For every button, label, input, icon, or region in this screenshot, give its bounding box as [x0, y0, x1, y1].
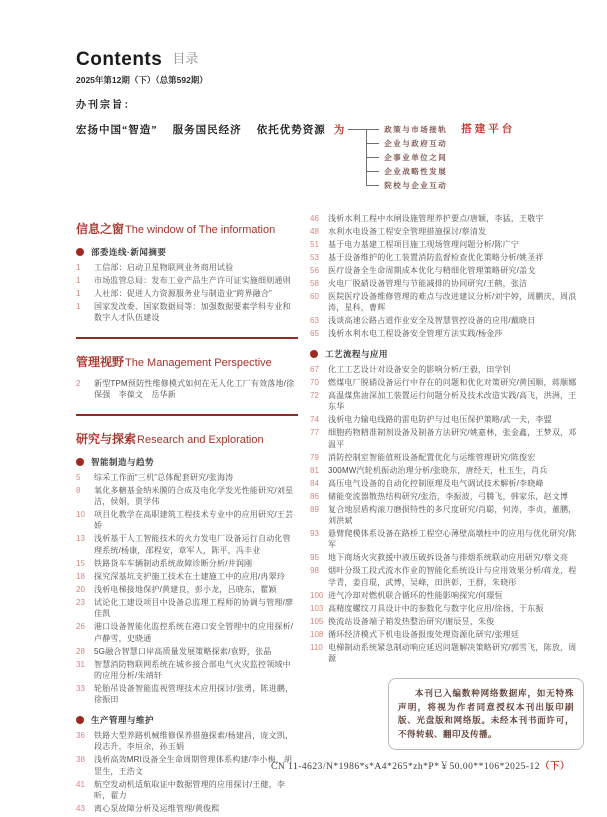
section-title-zh: 管理视野	[76, 354, 125, 369]
toc-entry-title: 智慧消防物联网系统在城乡接合部电气火灾监控领域中的应用分析/朱靖轩	[94, 659, 291, 681]
toc-entry-title: 300MW汽轮机振动治理分析/张晓东，唐经天，杜玉生，肖兵	[328, 465, 548, 475]
toc-entry-title: 项目化教学在高职建筑工程技术专业中的应用研究/王芸娇	[94, 510, 294, 531]
toc-entry-title: 轮胎吊设备智能监视管理技术应用探讨/张勇，陈进鹏，徐振田	[94, 684, 294, 705]
toc-entry	[310, 226, 578, 237]
toc-entry	[310, 504, 578, 527]
group-label: 部委连线·新闻摘要	[91, 247, 167, 257]
toc-entry-title: 浅析电梯接地保护/黄建良，彭小龙，吕晓东，瞿颖	[94, 584, 277, 594]
toc-entry-title: 探究深基坑支护施工技术在土建施工中的应用/冉翠玲	[94, 571, 286, 581]
toc-entry-page-number: 63	[310, 316, 319, 326]
toc-entry	[310, 315, 578, 326]
toc-entry-title: 高温煤焦油深加工装置运行问题分析及技术改造实践/高飞，洪洲，王东华	[328, 390, 577, 412]
toc-entry-title: 离心泵故障分析及运维管理/黄俊熙	[94, 804, 220, 814]
toc-entry-title: 消防控制室智能值班设备配置优化与运维管理研究/陈俊宏	[328, 452, 536, 462]
toc-entry-title: 5G融合智慧口岸高质量发展策略探索/袁野，张晶	[94, 646, 272, 656]
motto-for-char: 为	[333, 125, 345, 136]
toc-entry-page-number: 103	[310, 603, 324, 613]
toc-entry-title: 换流站设备端子箱发热整治研究/谢辰昱，朱俊	[328, 616, 495, 626]
toc-entry	[76, 558, 298, 569]
section-divider-line	[76, 337, 298, 339]
toc-entry-page-number: 8	[76, 485, 81, 495]
group-header	[310, 348, 578, 360]
toc-entry-page-number: 77	[310, 428, 319, 438]
toc-entry-page-number: 89	[310, 504, 319, 514]
bracket-item-label: 企业战略性发展	[384, 166, 448, 176]
toc-entry	[310, 390, 578, 413]
toc-entry	[76, 378, 298, 401]
toc-entry	[76, 262, 298, 273]
toc-entry	[76, 275, 298, 286]
toc-entry	[76, 571, 298, 582]
toc-entry-page-number: 18	[76, 571, 85, 581]
section-header	[76, 430, 298, 448]
toc-entry-title: 综采工作面“三机”总体配套研究/张海涛	[94, 472, 234, 482]
toc-entry	[310, 629, 578, 640]
toc-entry	[76, 597, 298, 620]
bullet-icon	[76, 248, 84, 256]
toc-entry	[76, 730, 298, 753]
toc-entry-title: 地下商场火灾救援中液压破拆设备与排烟系统联动应用研究/蔡文亮	[328, 553, 569, 563]
issue-line: 2025年第12期（下）（总第592期）	[76, 75, 208, 85]
toc-entry-page-number: 33	[76, 684, 85, 694]
toc-entry	[76, 779, 298, 802]
toc-entry-page-number: 48	[310, 227, 319, 236]
bracket-tick-line	[366, 171, 379, 172]
toc-entry	[310, 377, 578, 388]
toc-entry	[76, 803, 298, 814]
section-title-en: The Management Perspective	[125, 356, 272, 369]
toc-entry-page-number: 58	[310, 279, 319, 288]
issn-footer-line	[0, 758, 570, 772]
issn-footer-suffix: （下）	[539, 762, 570, 772]
toc-entry-title: 市场监管总局：发布工业产品生产许可证实施细则通则	[94, 276, 291, 285]
toc-entry-title: 氧化多糖基金纳米膜的合成及电化学发光性能研究/刘星洁，侯娟，贾学伟	[94, 485, 294, 507]
toc-entry	[310, 452, 578, 463]
toc-entry	[310, 291, 578, 314]
toc-entry-title: 浅谈高速公路占道作业安全及智慧管控设备的应用/戴晓日	[328, 316, 536, 326]
toc-entry-page-number: 93	[310, 529, 319, 539]
toc-entry	[76, 683, 298, 706]
toc-entry-title: 高精度螺纹刀具设计中的参数化与数字化应用/徐扬，于东振	[328, 603, 544, 613]
toc-entry	[310, 603, 578, 614]
toc-entry-title: 火电厂脱硝设备管理与节能减排的协同研究/王鹤，张洁	[328, 279, 528, 288]
toc-entry-page-number: 38	[76, 755, 85, 765]
toc-entry-title: 烟叶分级工段式流水作业的智能化系统设计与应用效果分析/蒋龙，程学青，姜自琨，武博，吴峰，田洪彰，王群，朱晓彤	[328, 566, 577, 587]
page-title-zh: 目录	[172, 51, 199, 66]
toc-entry-title: 燃煤电厂脱硝设备运行中存在的问题和优化对策研究/黄国顺，蒋顺娜	[328, 377, 577, 387]
group-label: 工艺流程与应用	[325, 348, 389, 359]
toc-entry-title: 铁路大型养路机械维修保养措施探索/杨建昌，庞文凯，段志升，李垣余，孙玉娟	[94, 730, 294, 752]
toc-entry-title: 浅析高效MRI设备全生命周期管理体系构建/李小梅，胡罡生，王浩文	[94, 755, 293, 776]
toc-entry-page-number: 51	[310, 240, 319, 249]
toc-entry-title: 浅析水利水电工程设备安全管理方法实践/杨金莎	[328, 329, 503, 339]
group-header	[76, 246, 298, 258]
toc-entry-title: 悬臂爬模体系设备在路桥工程空心薄壁高墩柱中的应用与优化研究/陈军	[328, 529, 577, 550]
toc-entry	[76, 288, 298, 299]
toc-entry	[76, 584, 298, 595]
toc-entry-title: 化工工艺设计对设备安全的影响分析/王毅，田学钊	[328, 364, 511, 374]
toc-entry-page-number: 41	[76, 779, 85, 789]
toc-entry-page-number: 53	[310, 253, 319, 262]
toc-entry	[310, 552, 578, 563]
toc-entry-title: 试论化工建设项目中设备总监理工程师的协调与管理/廖佳凯	[94, 597, 294, 619]
toc-entry-page-number: 86	[310, 491, 319, 501]
bracket-tick-line	[366, 143, 379, 144]
bracket-vertical-line	[366, 129, 367, 185]
toc-entry	[76, 301, 298, 324]
toc-entry	[310, 265, 578, 276]
toc-column-right	[310, 213, 578, 666]
toc-entry	[76, 533, 298, 556]
toc-entry-title: 细胞药物精准制剂设备及制备方法研究/姚嘉林，张金鑫，王梦双，邓温平	[328, 428, 577, 449]
copyright-notice-box: 本刊已入编数种网络数据库，如无特殊声明，将视为作者同意授权本刊出版印刷版、光盘版和网络版。未经本刊书面许可，不得转载、翻印及传播。	[388, 678, 584, 750]
toc-entry-page-number: 23	[76, 597, 85, 607]
toc-entry-title: 电梯制动系统紧急制动响应延迟问题解决策略研究/郭雪飞，陈放，周源	[328, 642, 577, 664]
toc-entry-page-number: 79	[310, 452, 319, 462]
toc-entry-page-number: 46	[310, 214, 319, 223]
bracket-item-label: 政策与市场接轨	[384, 124, 448, 134]
toc-entry-title: 水利水电设备工程安全管理措施探讨/蔡清发	[328, 227, 487, 236]
toc-entry	[76, 659, 298, 682]
toc-entry-page-number: 28	[76, 646, 85, 656]
bullet-icon	[76, 716, 84, 724]
toc-entry	[310, 528, 578, 551]
bullet-icon	[76, 458, 84, 466]
toc-entry-title: 循环经济模式下机电设备报废处理资源化研究/张理廷	[328, 629, 520, 639]
toc-entry-title: 铁路货车车辆制动系统故障诊断分析/井润刚	[94, 558, 253, 568]
toc-entry	[310, 642, 578, 665]
toc-entry	[76, 485, 298, 508]
toc-entry	[310, 616, 578, 627]
bracket-item-label: 企事业单位之间	[384, 152, 448, 162]
motto-label: 办刊宗旨：	[76, 100, 136, 111]
toc-column-left	[76, 218, 298, 816]
toc-entry-page-number: 105	[310, 616, 324, 626]
toc-entry-page-number: 100	[310, 590, 324, 600]
bracket-tick-line	[366, 157, 379, 158]
toc-entry-title: 基于设备维护的化工装置消防监督检查优化策略分析/姚圣祥	[328, 253, 544, 262]
toc-entry-title: 浅析水利工程中水闸设施管理养护要点/唐颖，李猛，王敬宇	[328, 214, 544, 223]
toc-entry	[310, 491, 578, 502]
section-title-en: Research and Exploration	[137, 433, 264, 446]
motto-bracket	[366, 122, 516, 192]
group-header	[76, 456, 298, 468]
toc-entry	[310, 213, 578, 224]
section-title-zh: 信息之窗	[76, 222, 125, 236]
toc-entry-page-number: 74	[310, 415, 319, 425]
toc-entry-page-number: 26	[76, 622, 85, 632]
toc-entry-title: 复合地层盾构滚刀磨损特性的多尺度研究/肖聪，何涛，李贞，董鹏，刘洪斌	[328, 504, 577, 526]
toc-entry-page-number: 1	[76, 302, 81, 311]
page-title: Contents	[76, 49, 163, 70]
bracket-row	[366, 136, 447, 150]
toc-entry	[76, 472, 298, 483]
bullet-icon	[310, 350, 318, 358]
motto-row	[76, 122, 516, 192]
toc-entry-page-number: 1	[76, 276, 81, 285]
toc-entry	[310, 239, 578, 250]
group-label: 智能制造与趋势	[91, 456, 155, 467]
section-header	[76, 353, 298, 371]
bracket-tick-line	[366, 185, 379, 186]
toc-entry	[310, 465, 578, 476]
toc-entry-page-number: 43	[76, 804, 85, 814]
bracket-connector-line	[348, 129, 366, 130]
toc-entry	[310, 478, 578, 489]
toc-entry-page-number: 5	[76, 472, 81, 482]
motto-text: 宏扬中国“智造” 服务国民经济 依托优势资源	[76, 125, 326, 136]
motto-platform-label: 搭建平台	[461, 124, 516, 135]
toc-entry-page-number: 10	[76, 510, 85, 520]
section-title-zh: 研究与探索	[76, 431, 137, 446]
toc-entry	[310, 565, 578, 588]
toc-entry-page-number: 72	[310, 390, 319, 400]
toc-entry-title: 港口设备智能化监控系统在港口安全管理中的应用探析/卢静雪，史晓通	[94, 622, 294, 643]
toc-entry-page-number: 65	[310, 329, 319, 339]
toc-entry-title: 浅析基于人工智能技术的火力发电厂设备运行自动化管理系统/杨康，邵程安，章军人，陈平，冯丰业	[94, 534, 291, 555]
toc-entry-title: 浅析电力输电线路的雷电防护与过电压保护策略/武一夫，李盟	[328, 415, 552, 425]
toc-entry-page-number: 67	[310, 364, 319, 374]
toc-entry-page-number: 13	[76, 534, 85, 544]
bracket-row	[366, 150, 447, 164]
toc-entry-title: 高压电气设备的自动化控制原理及电气调试技术解析/李晓峰	[328, 478, 544, 488]
bracket-row	[366, 178, 447, 192]
toc-entry-page-number: 108	[310, 629, 324, 639]
toc-entry	[76, 621, 298, 644]
toc-entry-title: 医院医疗设备维修管理的难点与改进建议分析/刘宇婷，周鹏庆，周浪涛，星科，曹辉	[328, 292, 577, 313]
bracket-row	[366, 164, 447, 178]
toc-entry-page-number: 95	[310, 553, 319, 563]
toc-entry-title: 新型TPM预防性维修模式如何在无人化工厂有效落地/徐保强 李葆文 岳华新	[94, 378, 295, 400]
toc-entry-page-number: 36	[76, 730, 85, 740]
toc-entry-page-number: 31	[76, 659, 85, 669]
toc-entry-title: 储能变流器散热结构研究/张浩，李振波，弓腾飞，韩家乐，赵文博	[328, 491, 569, 501]
toc-entry-title: 基于电力基建工程项目施工现场管理问题分析/陈广宁	[328, 240, 520, 249]
toc-entry-page-number: 81	[310, 465, 319, 475]
bracket-item-label: 企业与政府互动	[384, 138, 448, 148]
section-divider-line	[76, 414, 298, 416]
toc-entry-page-number: 20	[76, 584, 85, 594]
toc-entry-title: 工信部：启动卫星物联网业务商用试验	[94, 263, 234, 272]
toc-entry	[310, 252, 578, 263]
toc-entry-page-number: 98	[310, 566, 319, 576]
toc-entry-title: 进气冷却对燃机联合循环的性能影响探究/何璟恒	[328, 590, 503, 600]
toc-entry-page-number: 70	[310, 377, 319, 387]
group-header	[76, 714, 298, 726]
toc-entry-page-number: 56	[310, 266, 319, 275]
toc-entry	[310, 278, 578, 289]
toc-entry-title: 人社部：促进人力资源服务业与制造业“跨界融合”	[94, 289, 272, 298]
toc-entry	[310, 328, 578, 339]
toc-entry	[76, 646, 298, 657]
section-header	[76, 220, 298, 238]
issn-footer-main: CN 11-4623/N*1986*s*A4*265*zh*P*￥50.00**106*2025-12	[271, 762, 540, 772]
toc-entry-title: 航空发动机适航取证中数据管理的应用探讨/王健，李昕，翟力	[94, 779, 286, 801]
toc-entry	[310, 427, 578, 450]
toc-entry-page-number: 110	[310, 642, 323, 652]
section-title-en: The window of The information	[125, 224, 276, 236]
toc-entry-page-number: 60	[310, 292, 319, 301]
toc-entry-page-number: 15	[76, 558, 85, 568]
toc-entry-page-number: 1	[76, 289, 81, 298]
toc-entry-page-number: 1	[76, 263, 81, 272]
toc-entry	[310, 364, 578, 375]
group-label: 生产管理与维护	[91, 714, 155, 725]
toc-entry	[310, 590, 578, 601]
bracket-item-label: 院校与企业互动	[384, 180, 448, 190]
bracket-row	[366, 122, 447, 136]
toc-entry-page-number: 84	[310, 478, 319, 488]
toc-entry	[310, 414, 578, 425]
toc-entry-title: 医疗设备全生命周期成本优化与精细化管理策略研究/盖戈	[328, 266, 536, 275]
toc-entry-page-number: 2	[76, 378, 81, 388]
bracket-tick-line	[366, 129, 379, 130]
page-header	[76, 48, 208, 86]
toc-entry-title: 国家发改委、国家数据局等：加强数据要素学科专业和数字人才队伍建设	[94, 302, 291, 323]
toc-entry	[76, 509, 298, 532]
